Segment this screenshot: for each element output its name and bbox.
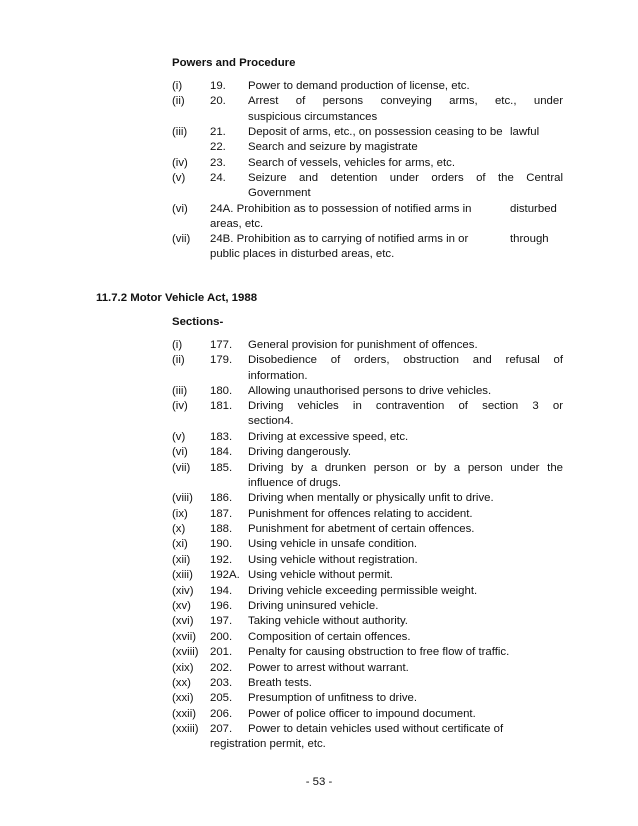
item-text: Breath tests. [248, 676, 312, 689]
section-number: 202. [210, 661, 233, 674]
section-number: 21. [210, 125, 226, 138]
item-number: (iii) [172, 125, 188, 138]
item-text: Power of police officer to impound document. [248, 707, 476, 720]
item-text: Taking vehicle without authority. [248, 615, 408, 628]
section-number: 179. [210, 354, 233, 367]
item-text: section4. [248, 415, 294, 428]
item-text-continuation: public places in disturbed areas, etc. [210, 248, 395, 261]
item-number: (iv) [172, 156, 188, 169]
item-number: (xi) [172, 538, 188, 551]
item-number: (xxiii) [172, 723, 199, 736]
section-number: 186. [210, 492, 233, 505]
item-number: (xv) [172, 599, 191, 612]
item-number: (vii) [172, 461, 191, 474]
section-number: 19. [210, 80, 226, 92]
item-number: (x) [172, 522, 186, 535]
item-text: Using vehicle without registration. [248, 553, 418, 566]
item-number: (i) [172, 339, 183, 351]
page-number: - 53 - [305, 776, 333, 788]
item-number: (iii) [172, 384, 188, 397]
section-number: 177. [210, 339, 233, 351]
item-text: Arrest of persons conveying arms, etc., under [248, 95, 563, 108]
item-number: (v) [172, 172, 186, 185]
item-text: General provision for punishment of offences. [248, 339, 478, 351]
section-number: 201. [210, 646, 233, 659]
item-text: influence of drugs. [248, 476, 342, 489]
section-number: 24B. Prohibition as to carrying of notified arms in or [210, 233, 469, 246]
section-number: 24. [210, 172, 226, 185]
item-text: Driving vehicles in contravention of section 3 or [248, 400, 563, 413]
item-number: (v) [172, 430, 186, 443]
item-text: information. [248, 369, 308, 382]
item-number: (xvi) [172, 615, 194, 628]
section-number: 181. [210, 400, 233, 413]
item-text: Power to arrest without warrant. [248, 661, 409, 674]
item-text: Power to detain vehicles used without certificate of [248, 723, 504, 736]
item-number: (xxii) [172, 707, 197, 720]
subheading-sections: Sections- [172, 316, 224, 328]
section-number: 206. [210, 707, 233, 720]
item-text: Punishment for abetment of certain offences. [248, 522, 475, 535]
section-number: 184. [210, 446, 233, 459]
item-text: Punishment for offences relating to accident. [248, 507, 473, 520]
item-number: (xxi) [172, 692, 194, 705]
section-number: 192A. [210, 569, 240, 582]
section-number: 180. [210, 384, 233, 397]
section-number: 190. [210, 538, 233, 551]
item-number: (vii) [172, 233, 191, 246]
section-number: 23. [210, 156, 226, 169]
section-number: 22. [210, 141, 226, 154]
item-number: (i) [172, 80, 183, 92]
item-text: Using vehicle without permit. [248, 569, 393, 582]
item-text: Search and seizure by magistrate [248, 141, 418, 154]
section-number: 194. [210, 584, 233, 597]
item-number: (vi) [172, 446, 188, 459]
section-number: 183. [210, 430, 233, 443]
item-text: Driving uninsured vehicle. [248, 599, 379, 612]
item-text: Power to demand production of license, etc. [248, 80, 470, 92]
section-number: 187. [210, 507, 233, 520]
section-number: 192. [210, 553, 233, 566]
section-number: 188. [210, 522, 233, 535]
item-text: Disobedience of orders, obstruction and refusal of [248, 354, 563, 367]
item-text: Driving dangerously. [248, 446, 351, 459]
item-text: Deposit of arms, etc., on possession ceasing to be [248, 125, 503, 138]
item-text: Search of vessels, vehicles for arms, etc. [248, 156, 456, 169]
item-text-tail: disturbed [510, 202, 557, 215]
item-number: (xix) [172, 661, 194, 674]
item-text-tail: through [510, 233, 549, 246]
section-heading-powers: Powers and Procedure [172, 57, 296, 69]
section-number: 197. [210, 615, 233, 628]
section-number: 205. [210, 692, 233, 705]
item-text: Driving when mentally or physically unfit to drive. [248, 492, 494, 505]
item-number: (ii) [172, 354, 185, 367]
item-number: (ix) [172, 507, 188, 520]
item-number: (iv) [172, 400, 188, 413]
item-text: Driving vehicle exceeding permissible weight. [248, 584, 478, 597]
item-number: (xiv) [172, 584, 194, 597]
item-text: Driving at excessive speed, etc. [248, 430, 409, 443]
item-number: (viii) [172, 492, 193, 505]
item-number: (xx) [172, 676, 191, 689]
item-number: (xviii) [172, 646, 199, 659]
section-number: 20. [210, 95, 226, 108]
item-text: Using vehicle in unsafe condition. [248, 538, 418, 551]
item-number: (xvii) [172, 630, 197, 643]
item-text-tail: lawful [510, 125, 540, 138]
item-text: Driving by a drunken person or by a person under the [248, 461, 563, 474]
section-number: 203. [210, 676, 233, 689]
item-text: Allowing unauthorised persons to drive vehicles. [248, 384, 492, 397]
section-number: 185. [210, 461, 233, 474]
item-text: Penalty for causing obstruction to free flow of traffic. [248, 646, 510, 659]
item-text: Government [248, 187, 311, 200]
item-number: (xiii) [172, 569, 193, 582]
section-number: 207. [210, 723, 233, 736]
item-text: Seizure and detention under orders of the Central [248, 172, 563, 185]
item-text-continuation: areas, etc. [210, 217, 264, 230]
section-number: 196. [210, 599, 233, 612]
item-number: (xii) [172, 553, 191, 566]
item-number: (vi) [172, 202, 188, 215]
item-number: (ii) [172, 95, 185, 108]
item-text-continuation: registration permit, etc. [210, 738, 326, 751]
item-text: Composition of certain offences. [248, 630, 411, 643]
section-number: 200. [210, 630, 233, 643]
section-heading-motor-vehicle-act: 11.7.2 Motor Vehicle Act, 1988 [96, 292, 258, 304]
item-text: Presumption of unfitness to drive. [248, 692, 418, 705]
item-text: suspicious circumstances [248, 110, 378, 123]
section-number: 24A. Prohibition as to possession of notified arms in [210, 202, 472, 215]
